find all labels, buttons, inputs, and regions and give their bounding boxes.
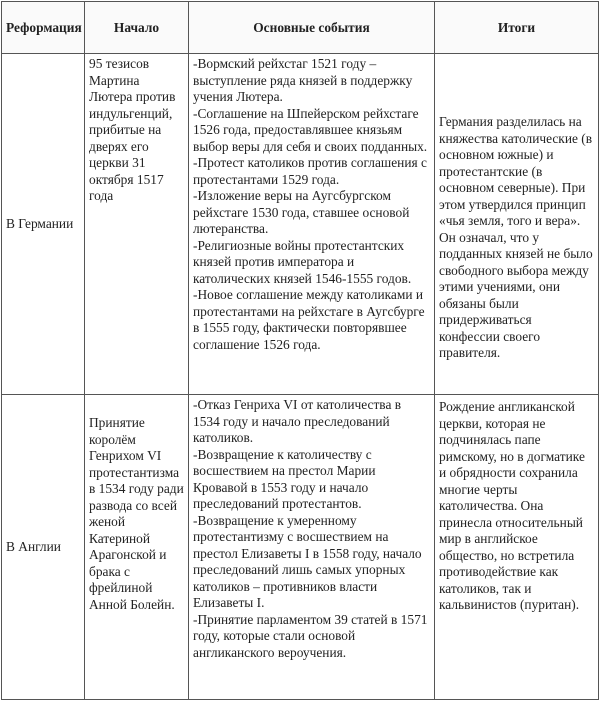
- results-cell: Рождение англиканской церкви, которая не подчинялась папе римскому, но в догматике и обрядности сохранила многие черты католичества. Она принесла относительный мир в английское общество, но встретила противодействие как католиков, так и кальвинистов (пуритан).: [435, 395, 599, 700]
- header-start: Начало: [85, 2, 189, 54]
- event-item: -Возвращение к умеренному протестантизму с восшествием на престол Елизаветы I в 1558 году, начало преследований лишь самых упорных католиков – противников власти Елизаветы I.: [193, 512, 422, 610]
- country-cell: В Германии: [2, 54, 85, 395]
- country-cell: В Англии: [2, 395, 85, 700]
- start-cell: Принятие королём Генрихом VI протестантизма в 1534 году ради развода со всей женой Катериной Арагонской и брака с фрейлиной Анной Болейн.: [85, 395, 189, 700]
- event-item: -Новое соглашение между католиками и протестантами на рейхстаге в Аугсбурге в 1555 году, фактически повторявшее соглашение 1526 года.: [193, 287, 425, 352]
- event-item: -Изложение веры на Аугсбургском рейхстаге 1530 года, ставшее основой лютеранства.: [193, 188, 410, 236]
- start-cell: 95 тезисов Мартина Лютера против индульгенций, прибитые на дверях его церкви 31 октября 1517 года: [85, 54, 189, 395]
- table-row-germany: [2, 54, 599, 395]
- header-reformation: Реформация: [2, 2, 85, 54]
- table-row-england: [2, 395, 599, 700]
- events-cell: [189, 54, 435, 395]
- results-cell: Германия разделилась на княжества католические (в основном южные) и протестантские (в основном северные). При этом утвердился принцип «чья земля, того и вера». Он означал, что у подданных князей не было свободного выбора между этими учениями, они обязаны были придерживаться конфессии своего правителя.: [435, 54, 599, 395]
- reformation-table: [1, 1, 599, 700]
- event-item: -Религиозные войны протестантских князей против императора и католических князей 1546-1555 годов.: [193, 237, 412, 286]
- header-results: Итоги: [435, 2, 599, 54]
- events-cell: [189, 395, 435, 700]
- event-item: -Протест католиков против соглашения с протестантами 1529 года.: [193, 155, 427, 187]
- event-item: -Вормский рейхстаг 1521 году – выступление ряда князей в поддержку учения Лютера.: [193, 56, 413, 104]
- event-item: -Соглашение на Шпейерском рейхстаге 1526 года, предоставлявшее князьям выбор веры для себя и своих подданных.: [193, 105, 428, 154]
- event-item: -Отказ Генриха VI от католичества в 1534 году и начало преследований католиков.: [193, 397, 402, 445]
- header-row: [2, 2, 599, 54]
- event-item: -Возвращение к католичеству с восшествием на престол Марии Кровавой в 1553 году и начало преследований протестантов.: [193, 446, 376, 511]
- event-item: -Принятие парламентом 39 статей в 1571 году, которые стали основой англиканского вероучения.: [193, 611, 428, 660]
- header-events: Основные события: [189, 2, 435, 54]
